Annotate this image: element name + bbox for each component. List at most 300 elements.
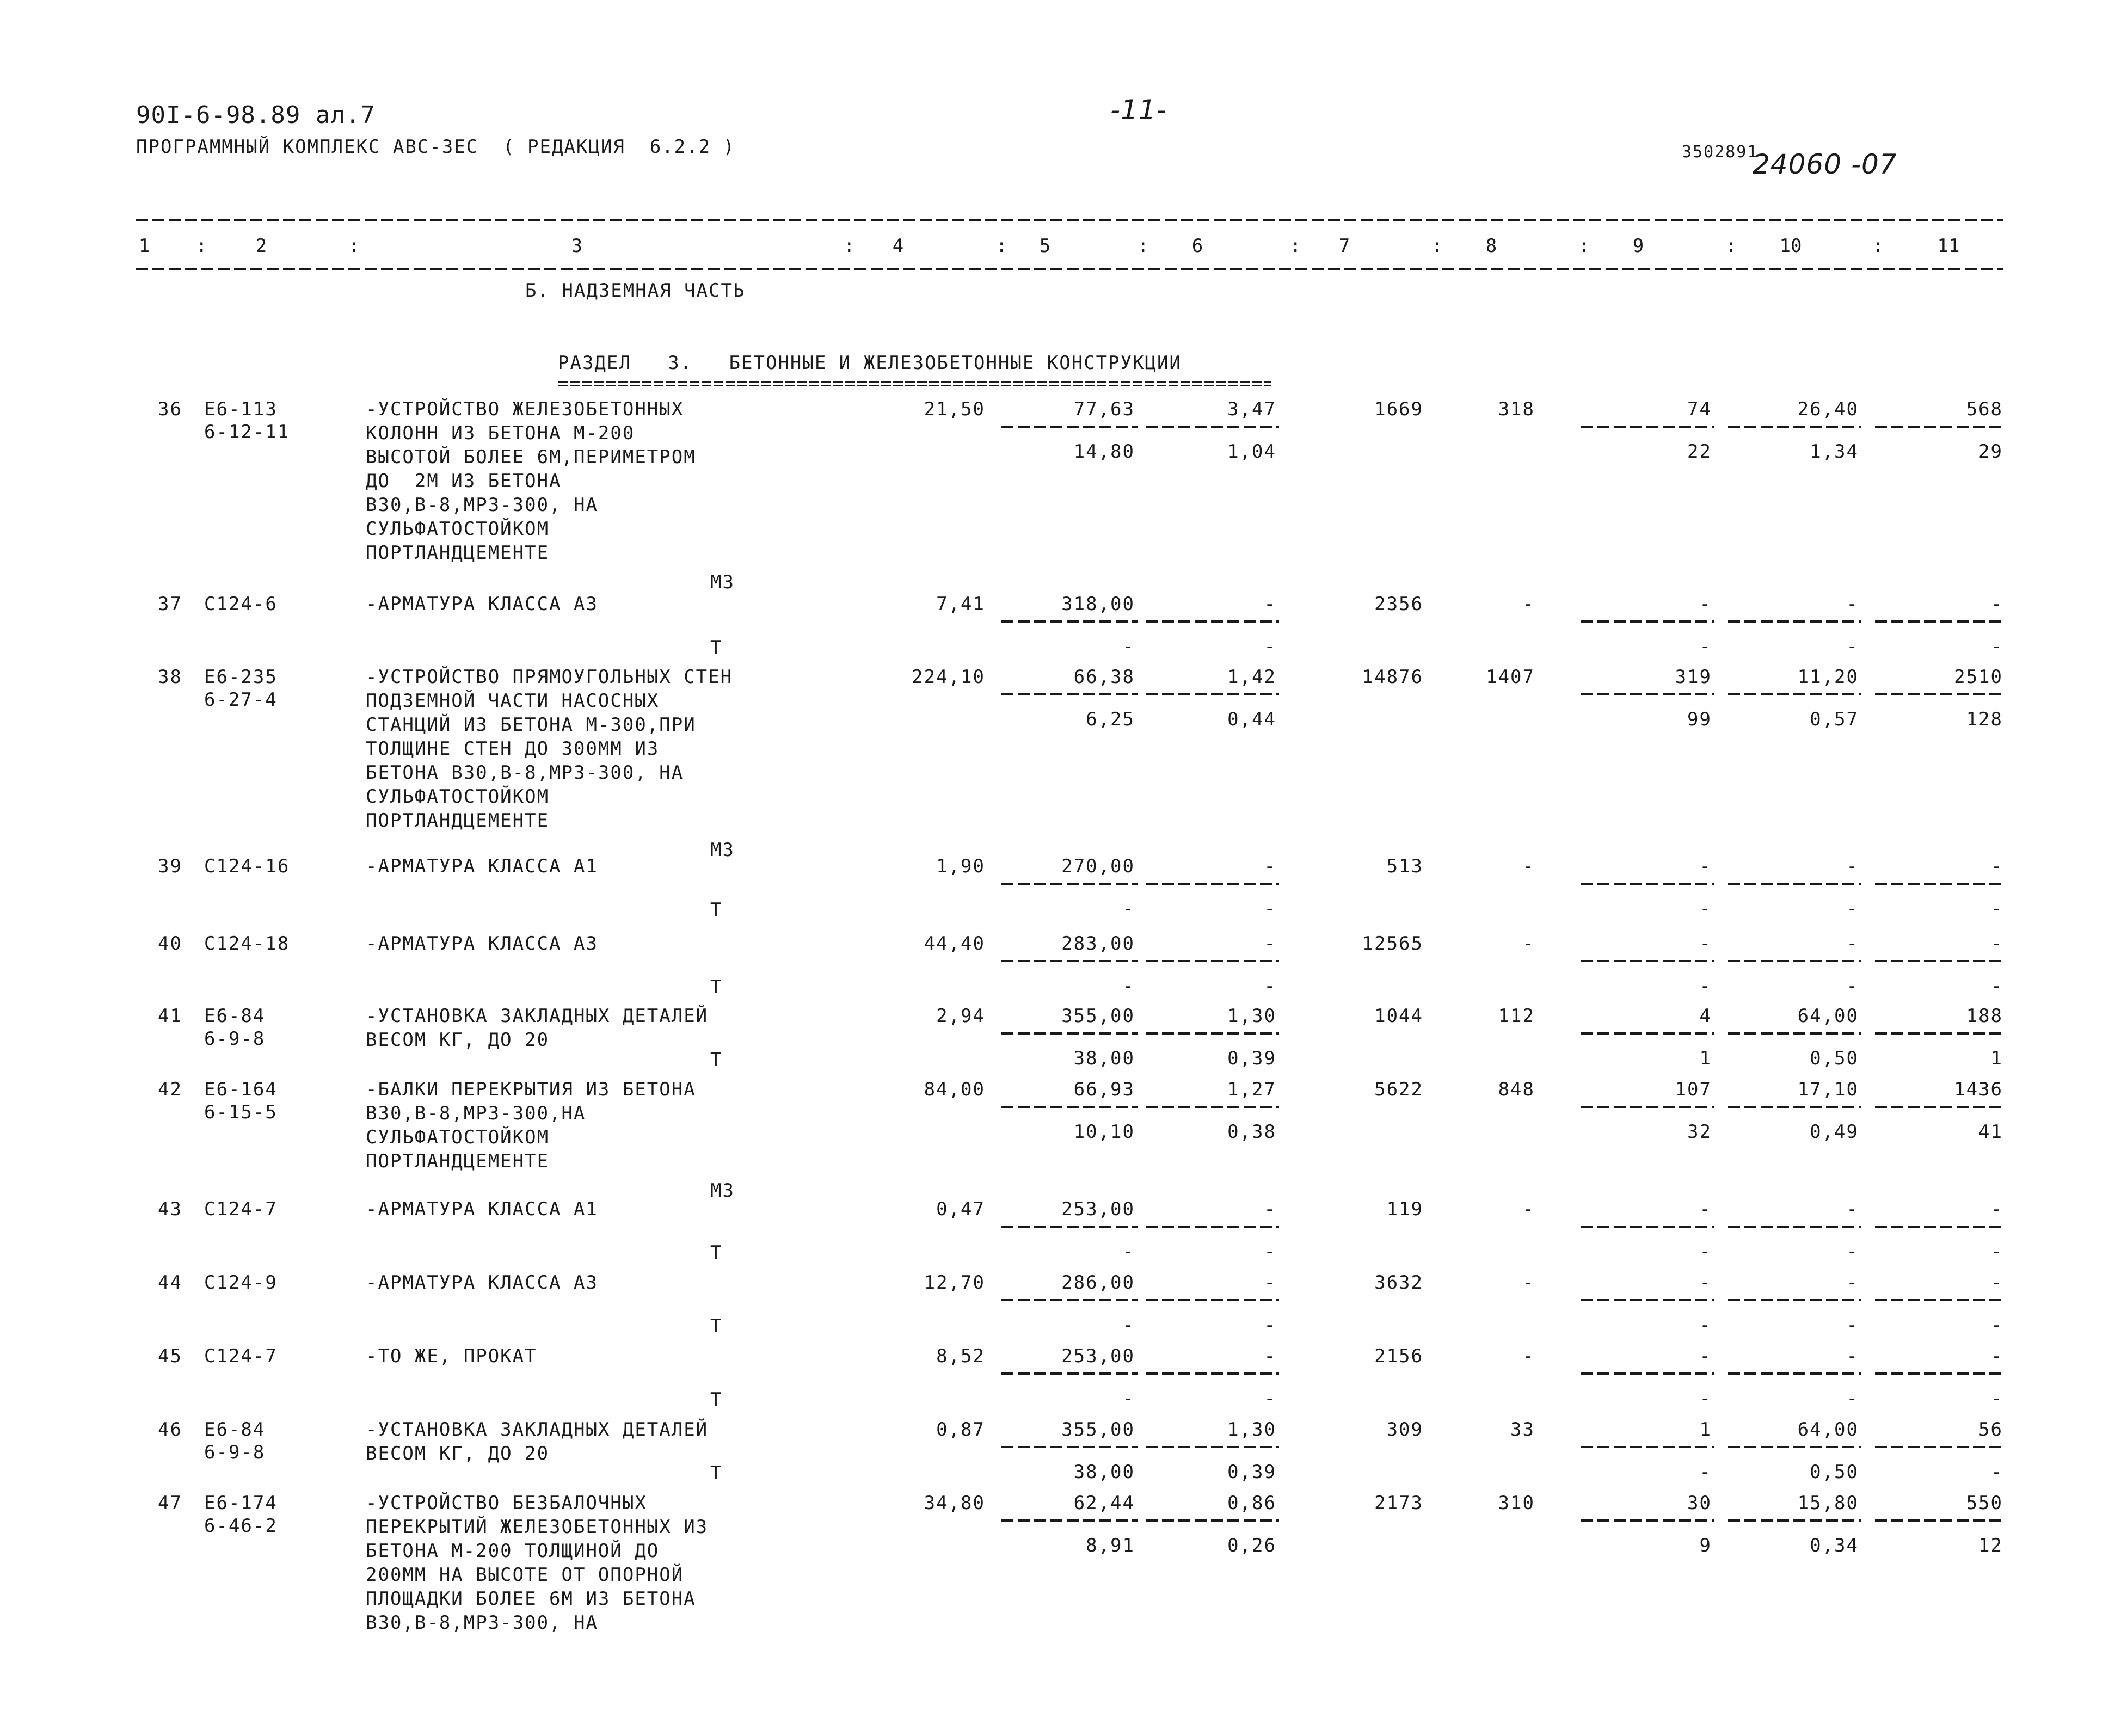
work-description: ВЫСОТОЙ БОЛЕЕ 6М,ПЕРИМЕТРОМ — [366, 446, 696, 468]
value-c9: - — [1699, 1272, 1712, 1294]
cell-rule-c10 — [1728, 1032, 1861, 1035]
cell-rule-c10 — [1728, 1106, 1861, 1108]
sub-value-s11: 12 — [1978, 1535, 2003, 1556]
price-code: С124-6 — [204, 593, 278, 615]
cell-rule-c9 — [1581, 1519, 1714, 1522]
sub-value-s10: 0,50 — [1810, 1461, 1859, 1483]
price-code: 6-15-5 — [204, 1101, 278, 1123]
cell-rule-c9 — [1581, 426, 1714, 428]
cell-rule-c6 — [1146, 883, 1279, 885]
price-code: С124-7 — [204, 1345, 278, 1367]
sub-value-s11: - — [1990, 1314, 2003, 1336]
row-number: 44 — [158, 1272, 182, 1294]
value-c8: - — [1522, 1198, 1535, 1220]
doc-code: 90I-6-98.89 ал.7 — [136, 101, 376, 129]
sub-value-s10: 1,34 — [1810, 441, 1859, 463]
work-description: -АРМАТУРА КЛАССА А3 — [366, 933, 598, 955]
unit-label: Т — [710, 899, 723, 921]
price-code: Е6-84 — [204, 1419, 266, 1440]
column-header-6: 6 — [1191, 235, 1203, 257]
value-c5: 355,00 — [1061, 1005, 1135, 1027]
column-header-8: 8 — [1485, 235, 1497, 257]
cell-rule-c9 — [1581, 960, 1714, 962]
cell-rule-c6 — [1146, 1299, 1279, 1301]
cell-rule-c9 — [1581, 1446, 1714, 1448]
cell-rule-c5 — [1001, 620, 1138, 623]
cell-rule-c6 — [1146, 960, 1279, 962]
cell-rule-c10 — [1728, 620, 1861, 623]
cell-rule-c11 — [1875, 1032, 2006, 1035]
value-c11: 550 — [1966, 1492, 2003, 1514]
value-c4: 44,40 — [924, 933, 985, 955]
value-c7: 513 — [1386, 855, 1423, 877]
value-c11: 188 — [1966, 1005, 2003, 1027]
sub-value-s6: - — [1264, 636, 1276, 657]
cell-rule-c10 — [1728, 1519, 1861, 1522]
work-description: ВЕСОМ КГ, ДО 20 — [366, 1029, 550, 1051]
sub-value-s5: - — [1122, 975, 1135, 997]
row-number: 38 — [158, 666, 182, 688]
unit-label: Т — [710, 1462, 723, 1484]
value-c5: 66,93 — [1073, 1079, 1135, 1100]
value-c8: 1407 — [1486, 666, 1535, 688]
cell-rule-c6 — [1146, 1519, 1279, 1522]
sub-value-s6: - — [1264, 898, 1276, 920]
sub-value-s11: - — [1990, 898, 2003, 920]
cell-rule-c9 — [1581, 1226, 1714, 1228]
sub-value-s9: 1 — [1699, 1048, 1712, 1069]
price-code: С124-7 — [204, 1198, 278, 1220]
row-number: 36 — [158, 398, 182, 420]
value-c4: 0,47 — [936, 1198, 985, 1220]
value-c7: 14876 — [1362, 666, 1423, 688]
value-c6: 1,27 — [1227, 1079, 1276, 1100]
value-c8: - — [1522, 855, 1535, 877]
sub-value-s11: - — [1990, 975, 2003, 997]
sub-value-s9: 9 — [1699, 1535, 1712, 1556]
sub-value-s10: 0,50 — [1810, 1048, 1859, 1069]
value-c10: - — [1846, 855, 1859, 877]
cell-rule-c6 — [1146, 1446, 1279, 1448]
value-c7: 309 — [1386, 1419, 1423, 1440]
value-c4: 2,94 — [936, 1005, 985, 1027]
sub-value-s9: - — [1699, 1388, 1712, 1409]
value-c8: - — [1522, 1345, 1535, 1367]
price-code: С124-16 — [204, 855, 290, 877]
value-c4: 21,50 — [924, 398, 985, 420]
row-number: 46 — [158, 1419, 182, 1440]
cell-rule-c11 — [1875, 883, 2006, 885]
sub-value-s5: 38,00 — [1073, 1048, 1135, 1069]
value-c7: 2173 — [1374, 1492, 1423, 1514]
value-c8: - — [1522, 933, 1535, 955]
sub-value-s6: 0,38 — [1227, 1121, 1276, 1143]
value-c10: - — [1846, 1198, 1859, 1220]
header-top-rule — [136, 219, 2003, 221]
value-c9: - — [1699, 1198, 1712, 1220]
sub-value-s11: - — [1990, 1388, 2003, 1409]
row-number: 41 — [158, 1005, 182, 1027]
value-c6: 0,86 — [1227, 1492, 1276, 1514]
value-c11: - — [1990, 1345, 2003, 1367]
value-c5: 318,00 — [1061, 593, 1135, 615]
cell-rule-c9 — [1581, 1106, 1714, 1108]
sub-value-s9: - — [1699, 1461, 1712, 1483]
value-c7: 12565 — [1362, 933, 1423, 955]
cell-rule-c11 — [1875, 1372, 2006, 1375]
work-description: ВЕСОМ КГ, ДО 20 — [366, 1443, 550, 1464]
value-c11: - — [1990, 933, 2003, 955]
cell-rule-c5 — [1001, 960, 1138, 962]
column-header-4: 4 — [892, 235, 904, 257]
cell-rule-c10 — [1728, 693, 1861, 695]
work-description: -УСТАНОВКА ЗАКЛАДНЫХ ДЕТАЛЕЙ — [366, 1005, 709, 1027]
value-c9: 1 — [1699, 1419, 1712, 1440]
column-header-9: 9 — [1632, 235, 1644, 257]
work-description: ПОДЗЕМНОЙ ЧАСТИ НАСОСНЫХ — [366, 690, 660, 712]
cell-rule-c11 — [1875, 620, 2006, 623]
handwritten-code: 24060 -07 — [1753, 149, 1897, 180]
unit-label: Т — [710, 637, 723, 658]
work-description: ПОРТЛАНДЦЕМЕНТЕ — [366, 1150, 550, 1172]
row-number: 43 — [158, 1198, 182, 1220]
price-code: 6-9-8 — [204, 1442, 266, 1463]
cell-rule-c11 — [1875, 1226, 2006, 1228]
column-header-10: 10 — [1779, 235, 1802, 257]
value-c7: 2356 — [1374, 593, 1423, 615]
work-description: -УСТАНОВКА ЗАКЛАДНЫХ ДЕТАЛЕЙ — [366, 1419, 709, 1440]
price-code: 6-9-8 — [204, 1028, 266, 1050]
work-description: ПЛОЩАДКИ БОЛЕЕ 6М ИЗ БЕТОНА — [366, 1588, 696, 1610]
value-c5: 77,63 — [1073, 398, 1135, 420]
value-c5: 253,00 — [1061, 1345, 1135, 1367]
value-c6: 3,47 — [1227, 398, 1276, 420]
sub-value-s10: 0,34 — [1810, 1535, 1859, 1556]
sub-value-s5: 10,10 — [1073, 1121, 1135, 1143]
sub-value-s11: - — [1990, 1241, 2003, 1263]
value-c8: 33 — [1510, 1419, 1535, 1440]
value-c9: - — [1699, 593, 1712, 615]
cell-rule-c5 — [1001, 883, 1138, 885]
cell-rule-c5 — [1001, 426, 1138, 428]
value-c9: 107 — [1675, 1079, 1712, 1100]
sub-value-s11: 41 — [1978, 1121, 2003, 1143]
unit-label: М3 — [710, 571, 735, 593]
value-c4: 224,10 — [912, 666, 985, 688]
value-c10: - — [1846, 1345, 1859, 1367]
value-c6: 1,42 — [1227, 666, 1276, 688]
price-code: 6-12-11 — [204, 421, 290, 443]
sub-value-s9: 99 — [1687, 709, 1712, 730]
price-code: С124-9 — [204, 1272, 278, 1294]
cell-rule-c11 — [1875, 1299, 2006, 1301]
column-separator: : — [1431, 235, 1444, 257]
cell-rule-c9 — [1581, 1032, 1714, 1035]
cell-rule-c5 — [1001, 1519, 1138, 1522]
cell-rule-c10 — [1728, 960, 1861, 962]
column-header-7: 7 — [1338, 235, 1350, 257]
sub-value-s9: - — [1699, 975, 1712, 997]
printed-code: 3502891 — [1682, 143, 1759, 162]
unit-label: М3 — [710, 839, 735, 861]
price-code: 6-27-4 — [204, 689, 278, 711]
sub-value-s6: 0,26 — [1227, 1535, 1276, 1556]
value-c10: - — [1846, 1272, 1859, 1294]
work-description: -УСТРОЙСТВО ПРЯМОУГОЛЬНЫХ СТЕН — [366, 666, 733, 688]
value-c9: 30 — [1687, 1492, 1712, 1514]
cell-rule-c10 — [1728, 1299, 1861, 1301]
work-description: -АРМАТУРА КЛАССА А3 — [366, 1272, 598, 1294]
value-c9: - — [1699, 1345, 1712, 1367]
cell-rule-c6 — [1146, 620, 1279, 623]
sub-value-s6: - — [1264, 975, 1276, 997]
sub-value-s5: 6,25 — [1086, 709, 1135, 730]
work-description: -УСТРОЙСТВО БЕЗБАЛОЧНЫХ — [366, 1492, 647, 1514]
work-description: ТОЛЩИНЕ СТЕН ДО 300ММ ИЗ — [366, 738, 660, 760]
column-separator: : — [1578, 235, 1591, 257]
cell-rule-c6 — [1146, 693, 1279, 695]
sub-value-s5: 8,91 — [1086, 1535, 1135, 1556]
value-c10: 17,10 — [1797, 1079, 1859, 1100]
cell-rule-c5 — [1001, 1032, 1138, 1035]
sub-value-s5: 14,80 — [1073, 441, 1135, 463]
column-header-11: 11 — [1937, 235, 1960, 257]
value-c7: 1669 — [1374, 398, 1423, 420]
cell-rule-c9 — [1581, 1299, 1714, 1301]
value-c5: 270,00 — [1061, 855, 1135, 877]
work-description: 200ММ НА ВЫСОТЕ ОТ ОПОРНОЙ — [366, 1564, 684, 1586]
sub-value-s10: 0,57 — [1810, 709, 1859, 730]
row-number: 45 — [158, 1345, 182, 1367]
value-c6: - — [1264, 1272, 1276, 1294]
value-c4: 8,52 — [936, 1345, 985, 1367]
value-c8: - — [1522, 593, 1535, 615]
column-header-5: 5 — [1039, 235, 1051, 257]
sub-value-s10: - — [1846, 975, 1859, 997]
row-number: 39 — [158, 855, 182, 877]
work-description: -АРМАТУРА КЛАССА А1 — [366, 855, 598, 877]
column-separator: : — [1138, 235, 1150, 257]
work-description: -АРМАТУРА КЛАССА А3 — [366, 593, 598, 615]
value-c6: - — [1264, 1198, 1276, 1220]
value-c7: 119 — [1386, 1198, 1423, 1220]
page-number: -11- — [1110, 94, 1167, 126]
value-c8: 310 — [1498, 1492, 1535, 1514]
sub-value-s6: - — [1264, 1314, 1276, 1336]
cell-rule-c11 — [1875, 1106, 2006, 1108]
sub-value-s11: - — [1990, 1461, 2003, 1483]
value-c4: 1,90 — [936, 855, 985, 877]
cell-rule-c5 — [1001, 1372, 1138, 1375]
value-c4: 7,41 — [936, 593, 985, 615]
cell-rule-c5 — [1001, 1226, 1138, 1228]
sub-value-s6: 0,44 — [1227, 709, 1276, 730]
sub-value-s10: 0,49 — [1810, 1121, 1859, 1143]
value-c6: - — [1264, 1345, 1276, 1367]
work-description: ПЕРЕКРЫТИЙ ЖЕЛЕЗОБЕТОННЫХ ИЗ — [366, 1516, 709, 1538]
cell-rule-c9 — [1581, 620, 1714, 623]
sub-value-s6: 0,39 — [1227, 1461, 1276, 1483]
cell-rule-c5 — [1001, 693, 1138, 695]
column-separator: : — [348, 235, 361, 257]
value-c6: - — [1264, 855, 1276, 877]
value-c4: 12,70 — [924, 1272, 985, 1294]
sub-value-s9: - — [1699, 1314, 1712, 1336]
work-description: В30,В-8,МРЗ-300, НА — [366, 1612, 598, 1634]
value-c6: 1,30 — [1227, 1419, 1276, 1440]
price-code: Е6-164 — [204, 1079, 278, 1100]
cell-rule-c11 — [1875, 960, 2006, 962]
cell-rule-c10 — [1728, 426, 1861, 428]
work-description: БЕТОНА М-200 ТОЛЩИНОЙ ДО — [366, 1540, 660, 1562]
sub-value-s6: 1,04 — [1227, 441, 1276, 463]
value-c11: 568 — [1966, 398, 2003, 420]
value-c11: 1436 — [1954, 1079, 2003, 1100]
work-description: В30,В-8,МРЗ-300,НА — [366, 1103, 586, 1124]
unit-label: Т — [710, 1049, 723, 1070]
work-description: ПОРТЛАНДЦЕМЕНТЕ — [366, 810, 550, 832]
work-description: ПОРТЛАНДЦЕМЕНТЕ — [366, 542, 550, 564]
unit-label: Т — [710, 1389, 723, 1411]
cell-rule-c6 — [1146, 1032, 1279, 1035]
value-c7: 5622 — [1374, 1079, 1423, 1100]
cell-rule-c11 — [1875, 426, 2006, 428]
price-code: Е6-84 — [204, 1005, 266, 1027]
value-c6: - — [1264, 933, 1276, 955]
cell-rule-c10 — [1728, 1372, 1861, 1375]
work-description: БЕТОНА В30,В-8,МРЗ-300, НА — [366, 762, 684, 784]
value-c8: 112 — [1498, 1005, 1535, 1027]
value-c10: 64,00 — [1797, 1005, 1859, 1027]
sub-value-s10: - — [1846, 1241, 1859, 1263]
column-separator: : — [1872, 235, 1885, 257]
work-description: СУЛЬФАТОСТОЙКОМ — [366, 1126, 550, 1148]
value-c5: 283,00 — [1061, 933, 1135, 955]
value-c10: - — [1846, 593, 1859, 615]
work-description: ДО 2М ИЗ БЕТОНА — [366, 470, 562, 492]
cell-rule-c9 — [1581, 1372, 1714, 1375]
sub-value-s10: - — [1846, 1388, 1859, 1409]
work-description: КОЛОНН ИЗ БЕТОНА М-200 — [366, 422, 635, 444]
sub-value-s6: - — [1264, 1241, 1276, 1263]
sub-value-s6: - — [1264, 1388, 1276, 1409]
cell-rule-c11 — [1875, 1446, 2006, 1448]
value-c8: 848 — [1498, 1079, 1535, 1100]
value-c10: 64,00 — [1797, 1419, 1859, 1440]
value-c11: 2510 — [1954, 666, 2003, 688]
value-c4: 0,87 — [936, 1419, 985, 1440]
column-separator: : — [1290, 235, 1302, 257]
part-title: Б. НАДЗЕМНАЯ ЧАСТЬ — [525, 280, 746, 301]
column-header-1: 1 — [138, 235, 150, 257]
sub-value-s10: - — [1846, 1314, 1859, 1336]
sub-value-s9: - — [1699, 898, 1712, 920]
sub-value-s5: - — [1122, 1314, 1135, 1336]
sub-value-s5: 38,00 — [1073, 1461, 1135, 1483]
value-c9: 74 — [1687, 398, 1712, 420]
cell-rule-c6 — [1146, 426, 1279, 428]
column-separator: : — [1725, 235, 1738, 257]
value-c6: - — [1264, 593, 1276, 615]
section-underline — [558, 381, 1271, 386]
work-description: -АРМАТУРА КЛАССА А1 — [366, 1198, 598, 1220]
sub-value-s9: 22 — [1687, 441, 1712, 463]
cell-rule-c6 — [1146, 1372, 1279, 1375]
cell-rule-c11 — [1875, 693, 2006, 695]
program-title: ПРОГРАММНЫЙ КОМПЛЕКС АВС-3ЕС ( РЕДАКЦИЯ 6.2.2 ) — [136, 136, 736, 158]
cell-rule-c10 — [1728, 883, 1861, 885]
cell-rule-c6 — [1146, 1106, 1279, 1108]
work-description: -УСТРОЙСТВО ЖЕЛЕЗОБЕТОННЫХ — [366, 398, 684, 420]
sub-value-s11: - — [1990, 636, 2003, 657]
value-c4: 34,80 — [924, 1492, 985, 1514]
price-code: 6-46-2 — [204, 1515, 278, 1537]
value-c5: 355,00 — [1061, 1419, 1135, 1440]
sub-value-s5: - — [1122, 636, 1135, 657]
cell-rule-c10 — [1728, 1446, 1861, 1448]
sub-value-s5: - — [1122, 1388, 1135, 1409]
cell-rule-c10 — [1728, 1226, 1861, 1228]
value-c5: 253,00 — [1061, 1198, 1135, 1220]
unit-label: М3 — [710, 1180, 735, 1202]
sub-value-s6: 0,39 — [1227, 1048, 1276, 1069]
value-c10: - — [1846, 933, 1859, 955]
sub-value-s11: 29 — [1978, 441, 2003, 463]
price-code: С124-18 — [204, 933, 290, 955]
sub-value-s5: - — [1122, 1241, 1135, 1263]
cell-rule-c9 — [1581, 883, 1714, 885]
cell-rule-c11 — [1875, 1519, 2006, 1522]
value-c5: 62,44 — [1073, 1492, 1135, 1514]
cell-rule-c5 — [1001, 1106, 1138, 1108]
value-c7: 2156 — [1374, 1345, 1423, 1367]
section-title: РАЗДЕЛ 3. БЕТОННЫЕ И ЖЕЛЕЗОБЕТОННЫЕ КОНСТРУКЦИИ — [558, 352, 1182, 374]
price-code: Е6-113 — [204, 398, 278, 420]
sub-value-s11: 1 — [1990, 1048, 2003, 1069]
value-c8: 318 — [1498, 398, 1535, 420]
cell-rule-c9 — [1581, 693, 1714, 695]
value-c9: 319 — [1675, 666, 1712, 688]
work-description: -ТО ЖЕ, ПРОКАТ — [366, 1345, 537, 1367]
column-header-3: 3 — [571, 235, 583, 257]
value-c10: 26,40 — [1797, 398, 1859, 420]
value-c9: - — [1699, 933, 1712, 955]
value-c10: 11,20 — [1797, 666, 1859, 688]
row-number: 37 — [158, 593, 182, 615]
row-number: 40 — [158, 933, 182, 955]
value-c9: - — [1699, 855, 1712, 877]
value-c7: 1044 — [1374, 1005, 1423, 1027]
value-c4: 84,00 — [924, 1079, 985, 1100]
row-number: 42 — [158, 1079, 182, 1100]
column-separator: : — [196, 235, 208, 257]
value-c11: 56 — [1978, 1419, 2003, 1440]
work-description: СУЛЬФАТОСТОЙКОМ — [366, 786, 550, 808]
sub-value-s10: - — [1846, 898, 1859, 920]
header-bottom-rule — [136, 268, 2003, 270]
value-c11: - — [1990, 1198, 2003, 1220]
sub-value-s9: - — [1699, 636, 1712, 657]
value-c11: - — [1990, 1272, 2003, 1294]
cell-rule-c5 — [1001, 1446, 1138, 1448]
cell-rule-c5 — [1001, 1299, 1138, 1301]
sub-value-s10: - — [1846, 636, 1859, 657]
work-description: СТАНЦИЙ ИЗ БЕТОНА М-300,ПРИ — [366, 714, 696, 736]
row-number: 47 — [158, 1492, 182, 1514]
price-code: Е6-174 — [204, 1492, 278, 1514]
value-c9: 4 — [1699, 1005, 1712, 1027]
unit-label: Т — [710, 976, 723, 998]
